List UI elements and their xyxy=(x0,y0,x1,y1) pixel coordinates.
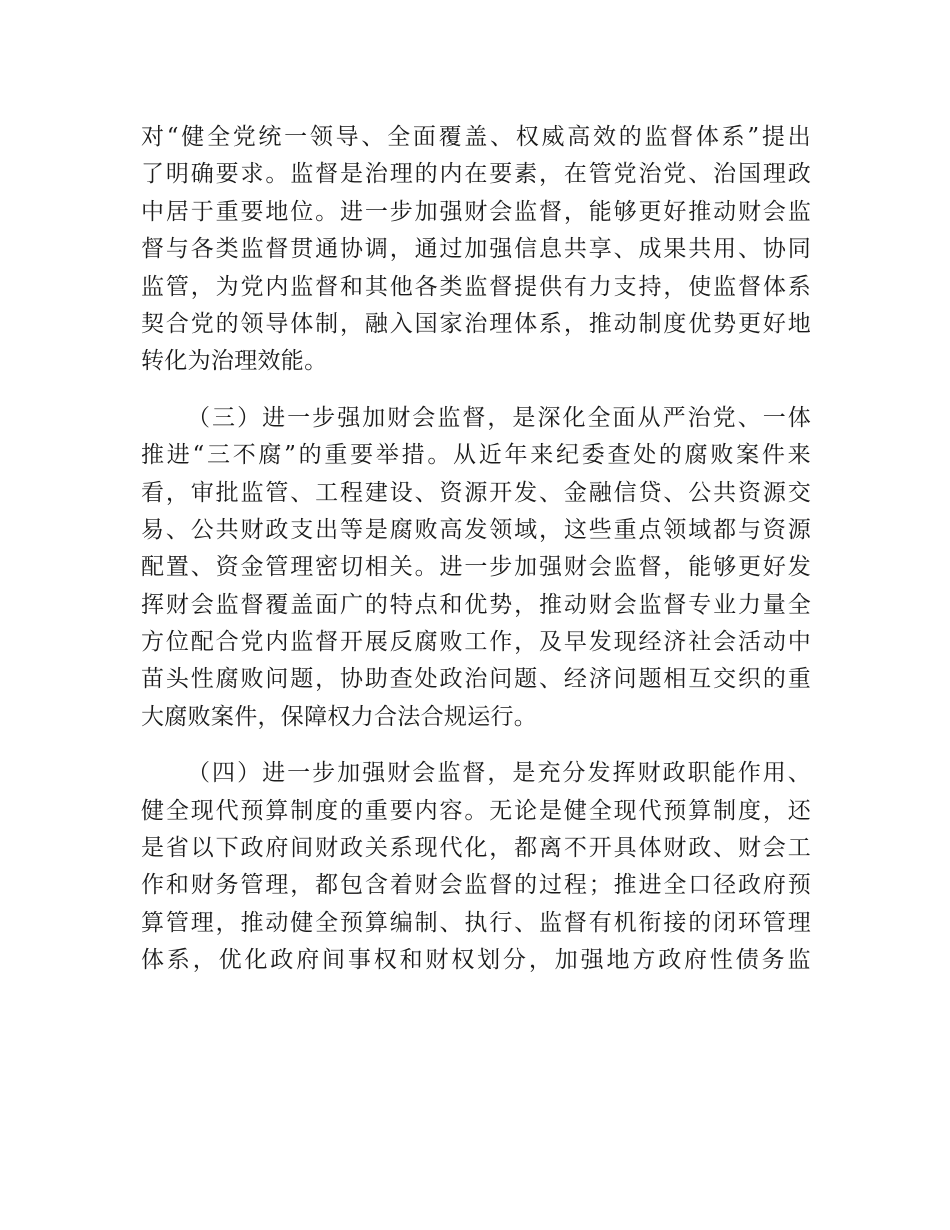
text-line: 了 明 确 要 求 。 监 督 是 治 理 的 内 在 要 素 ， 在 管 党 治 党 、 治 国 理 政 xyxy=(141,161,812,188)
text-line: 监 管 ， 为 党 内 监 督 和 其 他 各 类 监 督 提 供 有 力 支 持 ， 使 监 督 体 系 xyxy=(141,273,812,300)
text-line: 中 居 于 重 要 地 位 。 进 一 步 加 强 财 会 监 督 ， 能 够 更 好 推 动 财 会 监 xyxy=(141,198,812,225)
text-line: 配 置 、 资 金 管 理 密 切 相 关 。 进 一 步 加 强 财 会 监 督 ， 能 够 更 好 发 xyxy=(141,554,812,581)
text-line: 方 位 配 合 党 内 监 督 开 展 反 腐 败 工 作 ， 及 早 发 现 经 济 社 会 活 动 中 xyxy=(141,629,812,656)
paragraph-2 xyxy=(141,400,811,737)
paragraph-spacer xyxy=(141,736,811,755)
text-line: 挥 财 会 监 督 覆 盖 面 广 的 特 点 和 优 势 ， 推 动 财 会 监 督 专 业 力 量 全 xyxy=(141,591,812,618)
paragraph-1 xyxy=(141,119,811,381)
text-line: 算 管 理 ， 推 动 健 全 预 算 编 制 、 执 行 、 监 督 有 机 衔 接 的 闭 环 管 理 xyxy=(141,909,812,936)
text-line: 易 、 公 共 财 政 支 出 等 是 腐 败 高 发 领 域 ， 这 些 重 点 领 域 都 与 资 源 xyxy=(141,516,812,543)
text-line: （ 三 ） 进 一 步 强 加 财 会 监 督 ， 是 深 化 全 面 从 严 治 党 、 一 体 xyxy=(187,404,812,431)
text-line: （ 四 ） 进 一 步 加 强 财 会 监 督 ， 是 充 分 发 挥 财 政 职 能 作 用 、 xyxy=(187,760,812,787)
paragraph-3 xyxy=(141,755,811,979)
text-line: 督 与 各 类 监 督 贯 通 协 调 ， 通 过 加 强 信 息 共 享 、 成 果 共 用 、 协 同 xyxy=(141,236,812,263)
text-line: 作 和 财 务 管 理 ， 都 包 含 着 财 会 监 督 的 过 程 ； 推 进 全 口 径 政 府 预 xyxy=(141,872,812,899)
text-line: 苗 头 性 腐 败 问 题 ， 协 助 查 处 政 治 问 题 、 经 济 问 题 相 互 交 织 的 重 xyxy=(141,666,812,693)
text-line: 体 系 ， 优 化 政 府 间 事 权 和 财 权 划 分 ， 加 强 地 方 政 府 性 债 务 监 xyxy=(141,947,811,974)
text-line: 对 “ 健 全 党 统 一 领 导 、 全 面 覆 盖 、 权 威 高 效 的 监 督 体 系 ” 提 出 xyxy=(141,124,811,150)
document-body xyxy=(141,119,811,980)
text-line: 契 合 党 的 领 导 体 制 ， 融 入 国 家 治 理 体 系 ， 推 动 制 度 优 势 更 好 地 xyxy=(141,310,812,337)
text-line: 转化为治理效能。 xyxy=(141,348,328,375)
text-line: 健 全 现 代 预 算 制 度 的 重 要 内 容 。 无 论 是 健 全 现 代 预 算 制 度 ， 还 xyxy=(141,797,812,824)
paragraph-spacer xyxy=(141,381,811,400)
text-line: 推 进 “ 三 不 腐 ” 的 重 要 举 措 。 从 近 年 来 纪 委 查 处 的 腐 败 案 件 来 xyxy=(141,442,811,469)
text-line: 是 省 以 下 政 府 间 财 政 关 系 现 代 化 ， 都 离 不 开 具 体 财 政 、 财 会 工 xyxy=(141,835,812,862)
text-line: 大腐败案件，保障权力合法合规运行。 xyxy=(141,703,538,730)
text-line: 看 ， 审 批 监 管 、 工 程 建 设 、 资 源 开 发 、 金 融 信 贷 、 公 共 资 源 交 xyxy=(141,479,812,506)
